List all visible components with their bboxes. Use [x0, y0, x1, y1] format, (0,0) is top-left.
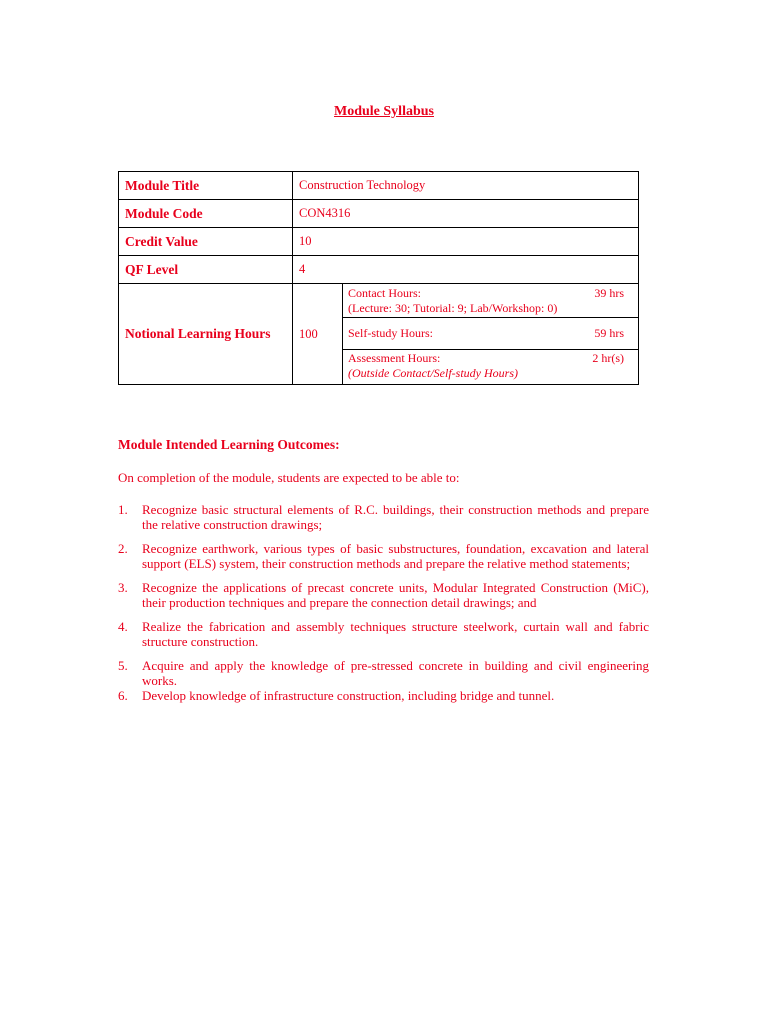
list-item: 1. Recognize basic structural elements of R.C. buildings, their construction methods and prepare the relative construction drawings;: [118, 502, 649, 532]
credit-value-row: [119, 228, 639, 256]
outcomes-intro: On completion of the module, students are expected to be able to:: [118, 470, 460, 485]
qf-level-row: [119, 256, 639, 284]
contact-hours-row: [343, 285, 638, 318]
list-item: 4. Realize the fabrication and assembly techniques structure steelwork, curtain wall and fabric structure construction.: [118, 619, 649, 649]
credit-value-value: 10: [293, 228, 639, 256]
list-item: 5. Acquire and apply the knowledge of pre-stressed concrete in building and civil engineering works.: [118, 658, 649, 688]
list-item: 6. Develop knowledge of infrastructure construction, including bridge and tunnel.: [118, 688, 555, 703]
module-code-row: [119, 200, 639, 228]
outcomes-heading: Module Intended Learning Outcomes:: [118, 437, 340, 452]
assessment-note: (Outside Contact/Self-study Hours): [348, 366, 518, 380]
contact-hours-label: Contact Hours:: [348, 285, 421, 300]
assessment-label: Assessment Hours:: [348, 351, 441, 365]
contact-hours-value: 39 hrs: [594, 285, 624, 300]
self-study-row: [343, 318, 638, 350]
credit-value-label: Credit Value: [119, 228, 293, 256]
outcomes-list: [118, 502, 649, 712]
module-code-value: CON4316: [293, 200, 639, 228]
contact-hours-detail: (Lecture: 30; Tutorial: 9; Lab/Workshop: 0): [348, 300, 558, 315]
nlh-row: [119, 284, 639, 385]
self-study-value: 59 hrs: [594, 326, 624, 340]
nlh-value: 100: [293, 284, 343, 385]
assessment-value: 2 hr(s): [592, 351, 624, 365]
nlh-breakdown: [343, 284, 639, 385]
module-title-label: Module Title: [119, 172, 293, 200]
nlh-label: Notional Learning Hours: [119, 284, 293, 385]
page-title: Module Syllabus: [334, 104, 434, 119]
module-title-value: Construction Technology: [293, 172, 639, 200]
list-item: 2. Recognize earthwork, various types of basic substructures, foundation, excavation and lateral support (ELS) system, their construction methods and prepare the relative method statements;: [118, 541, 649, 571]
module-title-row: [119, 172, 639, 200]
qf-level-label: QF Level: [119, 256, 293, 284]
assessment-row: [343, 350, 638, 384]
self-study-label: Self-study Hours:: [348, 326, 433, 340]
module-code-label: Module Code: [119, 200, 293, 228]
list-item: 3. Recognize the applications of precast concrete units, Modular Integrated Construction (MiC), their production techniques and prepare the connection detail drawings; and: [118, 580, 649, 610]
module-info-table: [118, 171, 639, 385]
qf-level-value: 4: [293, 256, 639, 284]
